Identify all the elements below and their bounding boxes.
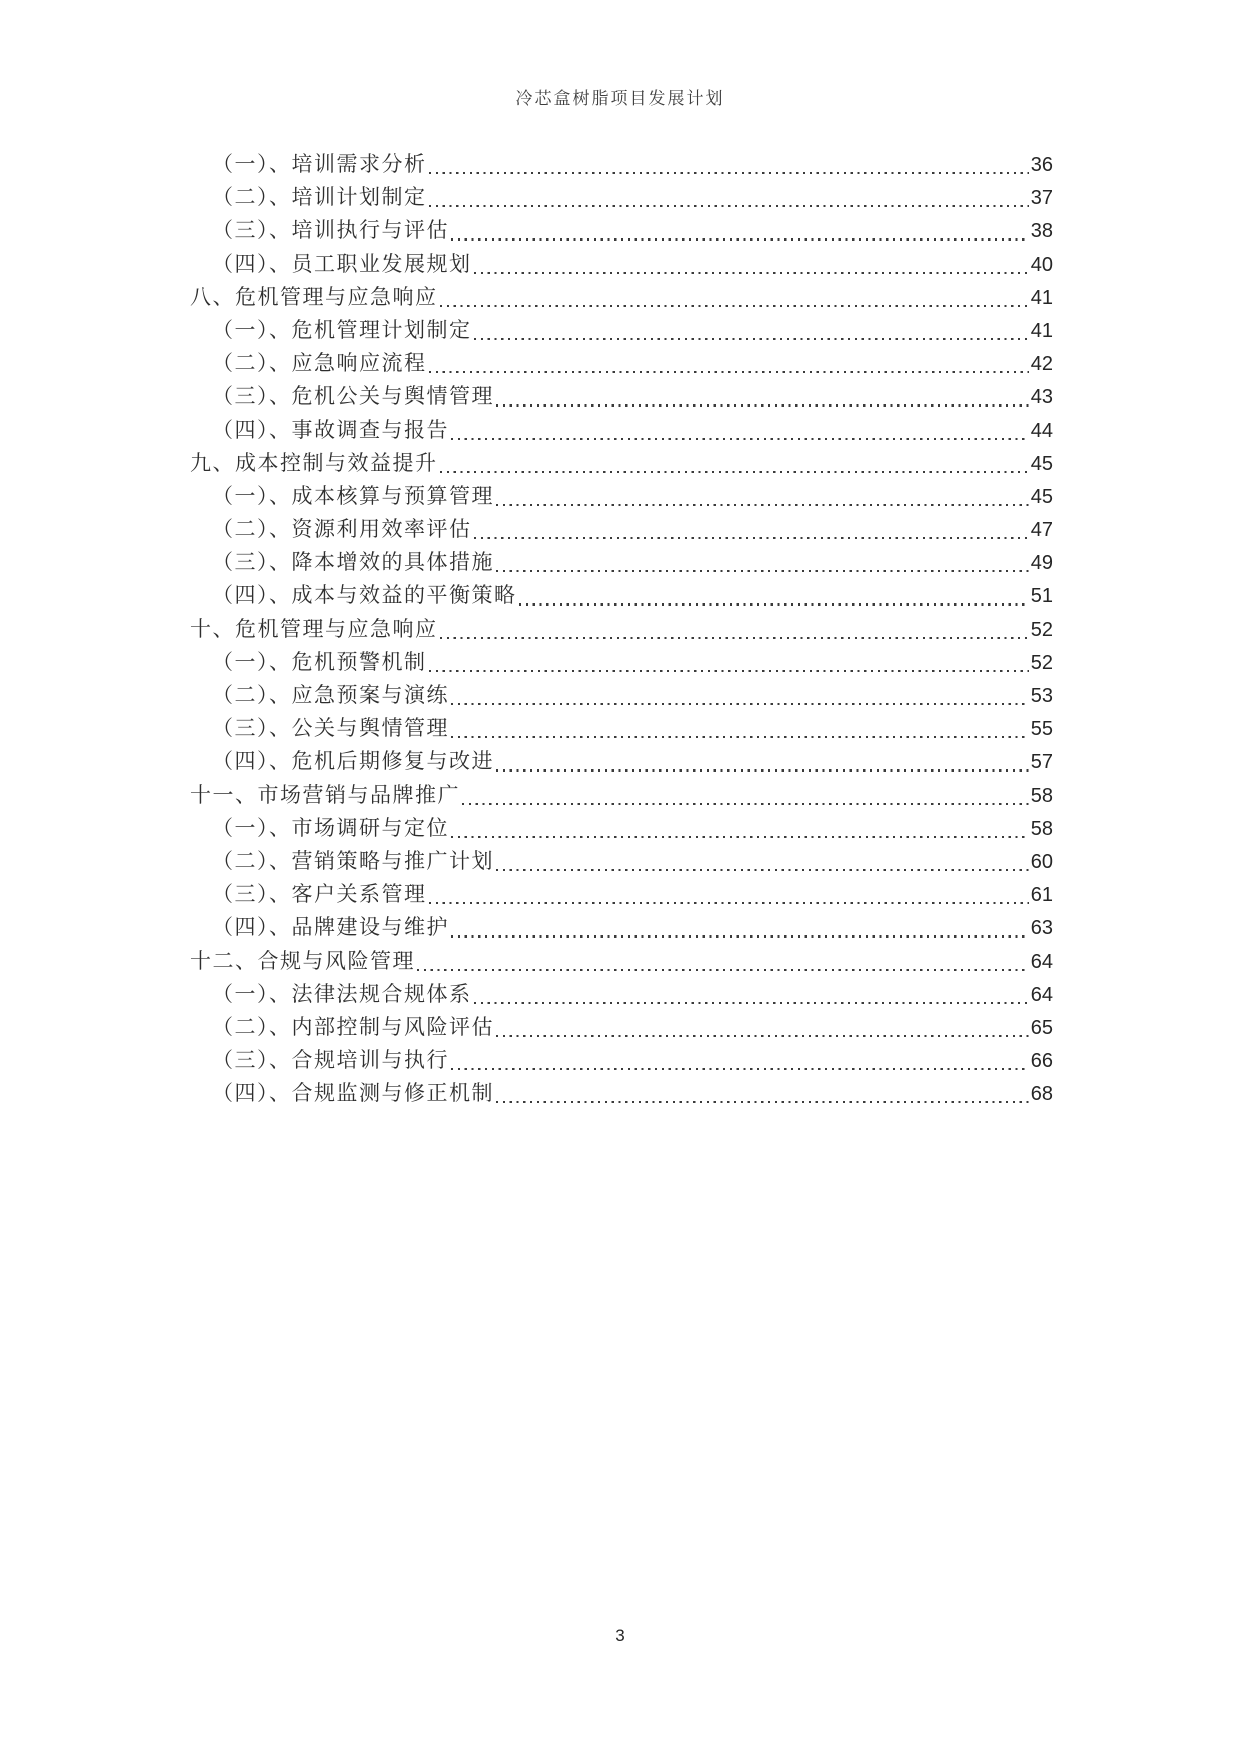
toc-dot-leader xyxy=(496,1101,1029,1103)
toc-entry-label: （一）、危机管理计划制定 xyxy=(212,317,472,342)
toc-entry-page: 43 xyxy=(1030,386,1053,409)
toc-entry-page: 63 xyxy=(1030,917,1053,940)
toc-entry[interactable] xyxy=(190,546,1053,579)
toc-entry-page: 57 xyxy=(1030,751,1053,774)
toc-dot-leader xyxy=(496,570,1029,572)
toc-entry-page: 52 xyxy=(1030,651,1053,674)
toc-entry-page: 58 xyxy=(1030,784,1053,807)
toc-entry-label: （四）、危机后期修复与改进 xyxy=(212,749,494,774)
toc-entry[interactable] xyxy=(190,513,1053,546)
toc-entry[interactable] xyxy=(190,613,1053,646)
toc-entry-label: （二）、培训计划制定 xyxy=(212,185,427,210)
toc-entry[interactable] xyxy=(190,978,1053,1011)
toc-dot-leader xyxy=(474,338,1029,340)
page-title: 冷芯盒树脂项目发展计划 xyxy=(515,89,725,108)
toc-entry[interactable] xyxy=(190,911,1053,944)
toc-entry-page: 41 xyxy=(1030,286,1053,309)
toc-entry[interactable] xyxy=(190,480,1053,513)
toc-entry[interactable] xyxy=(190,878,1053,911)
toc-dot-leader xyxy=(496,769,1029,771)
toc-entry-page: 66 xyxy=(1030,1050,1053,1073)
toc-entry-label: （二）、资源利用效率评估 xyxy=(212,517,472,542)
toc-entry-label: （二）、营销策略与推广计划 xyxy=(212,848,494,873)
toc-dot-leader xyxy=(474,537,1029,539)
toc-entry-label: （三）、公关与舆情管理 xyxy=(212,716,449,741)
toc-dot-leader xyxy=(429,371,1029,373)
toc-entry-page: 58 xyxy=(1030,817,1053,840)
toc-entry[interactable] xyxy=(190,314,1053,347)
toc-entry[interactable] xyxy=(190,945,1053,978)
toc-entry[interactable] xyxy=(190,181,1053,214)
toc-entry-label: （一）、成本核算与预算管理 xyxy=(212,483,494,508)
toc-entry-page: 51 xyxy=(1030,585,1053,608)
footer-page-number: 3 xyxy=(615,1626,625,1645)
toc-entry-label: （三）、客户关系管理 xyxy=(212,882,427,907)
toc-entry[interactable] xyxy=(190,380,1053,413)
toc-entry[interactable] xyxy=(190,845,1053,878)
toc-dot-leader xyxy=(462,803,1029,805)
toc-entry[interactable] xyxy=(190,812,1053,845)
toc-entry[interactable] xyxy=(190,248,1053,281)
toc-entry-page: 42 xyxy=(1030,353,1053,376)
toc-dot-leader xyxy=(417,969,1029,971)
toc-entry-label: （二）、内部控制与风险评估 xyxy=(212,1014,494,1039)
toc-dot-leader xyxy=(451,736,1029,738)
toc-entry-label: （四）、事故调查与报告 xyxy=(212,417,449,442)
toc-entry-page: 41 xyxy=(1030,319,1053,342)
toc-entry[interactable] xyxy=(190,646,1053,679)
toc-entry-page: 61 xyxy=(1030,884,1053,907)
toc-entry[interactable] xyxy=(190,1044,1053,1077)
toc-entry-page: 53 xyxy=(1030,685,1053,707)
toc-entry[interactable] xyxy=(190,779,1053,812)
toc-entry-page: 45 xyxy=(1030,452,1053,475)
toc-entry-label: （四）、品牌建设与维护 xyxy=(212,915,449,940)
toc-entry-page: 52 xyxy=(1030,618,1053,641)
toc-dot-leader xyxy=(451,1068,1029,1070)
toc-dot-leader xyxy=(440,471,1029,473)
toc-entry-label: （一）、培训需求分析 xyxy=(212,152,427,176)
toc-entry-label: （三）、降本增效的具体措施 xyxy=(212,550,494,575)
toc-dot-leader xyxy=(451,438,1029,440)
toc-dot-leader xyxy=(429,172,1029,174)
toc-entry[interactable] xyxy=(190,1011,1053,1044)
toc-dot-leader xyxy=(451,238,1029,240)
toc-entry-label: 十一、市场营销与品牌推广 xyxy=(190,782,460,807)
toc-entry-label: （三）、培训执行与评估 xyxy=(212,218,449,243)
toc-entry-page: 60 xyxy=(1030,850,1053,873)
toc-entry-label: 十二、合规与风险管理 xyxy=(190,948,415,973)
toc-entry[interactable] xyxy=(190,447,1053,480)
toc-dot-leader xyxy=(519,603,1029,605)
toc-list xyxy=(190,148,1053,1110)
toc-entry-label: 八、危机管理与应急响应 xyxy=(190,284,438,309)
toc-entry-label: （四）、员工职业发展规划 xyxy=(212,251,472,276)
toc-entry[interactable] xyxy=(190,414,1053,447)
toc-entry-page: 47 xyxy=(1030,519,1053,542)
toc-entry-label: （二）、应急预案与演练 xyxy=(212,683,449,707)
toc-dot-leader xyxy=(451,836,1029,838)
toc-entry-page: 38 xyxy=(1030,220,1053,243)
toc-entry[interactable] xyxy=(190,281,1053,314)
toc-dot-leader xyxy=(496,869,1029,871)
toc-entry-page: 64 xyxy=(1030,950,1053,973)
toc-entry-label: （一）、市场调研与定位 xyxy=(212,815,449,840)
toc-entry-page: 65 xyxy=(1030,1016,1053,1039)
toc-entry-page: 64 xyxy=(1030,983,1053,1006)
toc-entry-label: 九、成本控制与效益提升 xyxy=(190,450,438,475)
toc-entry[interactable] xyxy=(190,679,1053,712)
toc-entry-label: （一）、法律法规合规体系 xyxy=(212,981,472,1006)
toc-entry-page: 49 xyxy=(1030,552,1053,575)
toc-entry-label: （一）、危机预警机制 xyxy=(212,649,427,674)
toc-dot-leader xyxy=(451,703,1029,705)
toc-entry[interactable] xyxy=(190,214,1053,247)
toc-entry-page: 37 xyxy=(1030,187,1053,210)
toc-entry[interactable] xyxy=(190,712,1053,745)
toc-dot-leader xyxy=(451,935,1029,937)
toc-entry-label: 十、危机管理与应急响应 xyxy=(190,616,438,641)
toc-dot-leader xyxy=(496,1035,1029,1037)
toc-entry-label: （三）、危机公关与舆情管理 xyxy=(212,384,494,409)
toc-dot-leader xyxy=(496,404,1029,406)
toc-entry[interactable] xyxy=(190,745,1053,778)
toc-entry-page: 55 xyxy=(1030,718,1053,741)
toc-entry-page: 44 xyxy=(1030,419,1053,442)
toc-dot-leader xyxy=(496,504,1029,506)
toc-dot-leader xyxy=(429,205,1029,207)
toc-dot-leader xyxy=(429,670,1029,672)
toc-entry-label: （三）、合规培训与执行 xyxy=(212,1048,449,1073)
page-header xyxy=(0,84,1240,109)
toc-entry-page: 40 xyxy=(1030,253,1053,276)
toc-entry-label: （四）、合规监测与修正机制 xyxy=(212,1081,494,1106)
toc-entry[interactable] xyxy=(190,579,1053,612)
toc-dot-leader xyxy=(474,272,1029,274)
toc-dot-leader xyxy=(474,1002,1029,1004)
toc-entry[interactable] xyxy=(190,148,1053,181)
toc-dot-leader xyxy=(429,902,1029,904)
toc-entry[interactable] xyxy=(190,1077,1053,1110)
toc-entry[interactable] xyxy=(190,347,1053,380)
toc-dot-leader xyxy=(440,637,1029,639)
toc-entry-page: 68 xyxy=(1030,1083,1053,1106)
toc-dot-leader xyxy=(440,305,1029,307)
toc-entry-page: 36 xyxy=(1030,154,1053,176)
toc-entry-page: 45 xyxy=(1030,485,1053,508)
page-footer xyxy=(0,1626,1240,1646)
toc-entry-label: （二）、应急响应流程 xyxy=(212,351,427,376)
toc-entry-label: （四）、成本与效益的平衡策略 xyxy=(212,583,517,608)
